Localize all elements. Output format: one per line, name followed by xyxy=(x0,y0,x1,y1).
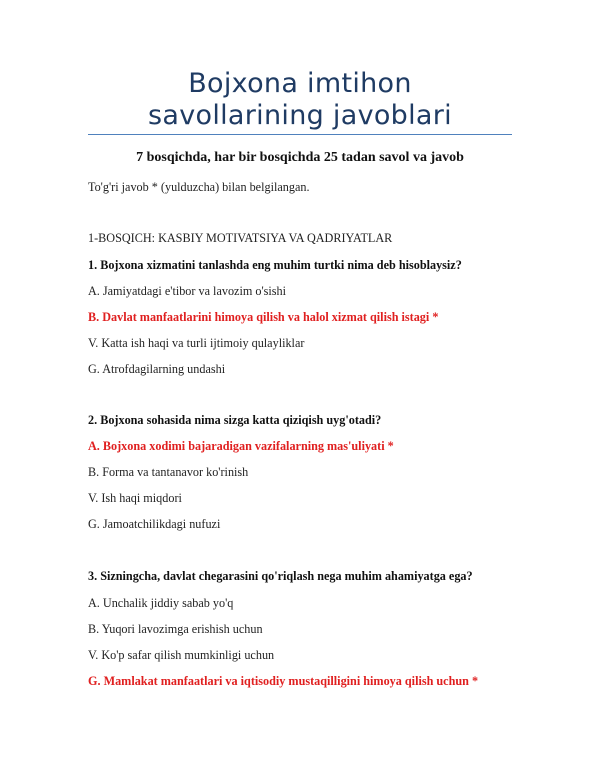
question-2-option-a: A. Bojxona xodimi bajaradigan vazifalarning mas'uliyati * xyxy=(88,439,394,453)
legend-note: To'g'ri javob * (yulduzcha) bilan belgilangan. xyxy=(88,180,310,194)
title-line-2: savollarining javoblari xyxy=(148,100,452,131)
question-2-option-b: B. Forma va tantanavor ko'rinish xyxy=(88,465,249,479)
question-3-option-g: G. Mamlakat manfaatlari va iqtisodiy mustaqilligini himoya qilish uchun * xyxy=(88,674,479,688)
page-title xyxy=(88,68,512,132)
title-line-1: Bojxona imtihon xyxy=(188,68,412,99)
stage-heading: 1-BOSQICH: KASBIY MOTIVATSIYA VA QADRIYATLAR xyxy=(88,231,393,245)
question-1-option-v: V. Katta ish haqi va turli ijtimoiy qulayliklar xyxy=(88,336,305,350)
question-1-option-a: A. Jamiyatdagi e'tibor va lavozim o'sishi xyxy=(88,284,286,298)
question-3-option-v: V. Ko'p safar qilish mumkinligi uchun xyxy=(88,648,275,662)
question-3-option-a: A. Unchalik jiddiy sabab yo'q xyxy=(88,596,234,610)
title-divider xyxy=(88,134,512,135)
question-2-option-g: G. Jamoatchilikdagi nufuzi xyxy=(88,517,221,531)
question-3: 3. Sizningcha, davlat chegarasini qo'riqlash nega muhim ahamiyatga ega? xyxy=(88,569,473,583)
question-1-option-g: G. Atrofdagilarning undashi xyxy=(88,362,226,376)
question-2-option-v: V. Ish haqi miqdori xyxy=(88,491,182,505)
subtitle: 7 bosqichda, har bir bosqichda 25 tadan savol va javob xyxy=(136,150,464,165)
question-1-option-b: B. Davlat manfaatlarini himoya qilish va halol xizmat qilish istagi * xyxy=(88,310,439,324)
question-2: 2. Bojxona sohasida nima sizga katta qiziqish uyg'otadi? xyxy=(88,413,382,427)
question-3-option-b: B. Yuqori lavozimga erishish uchun xyxy=(88,622,263,636)
question-1: 1. Bojxona xizmatini tanlashda eng muhim turtki nima deb hisoblaysiz? xyxy=(88,258,462,272)
